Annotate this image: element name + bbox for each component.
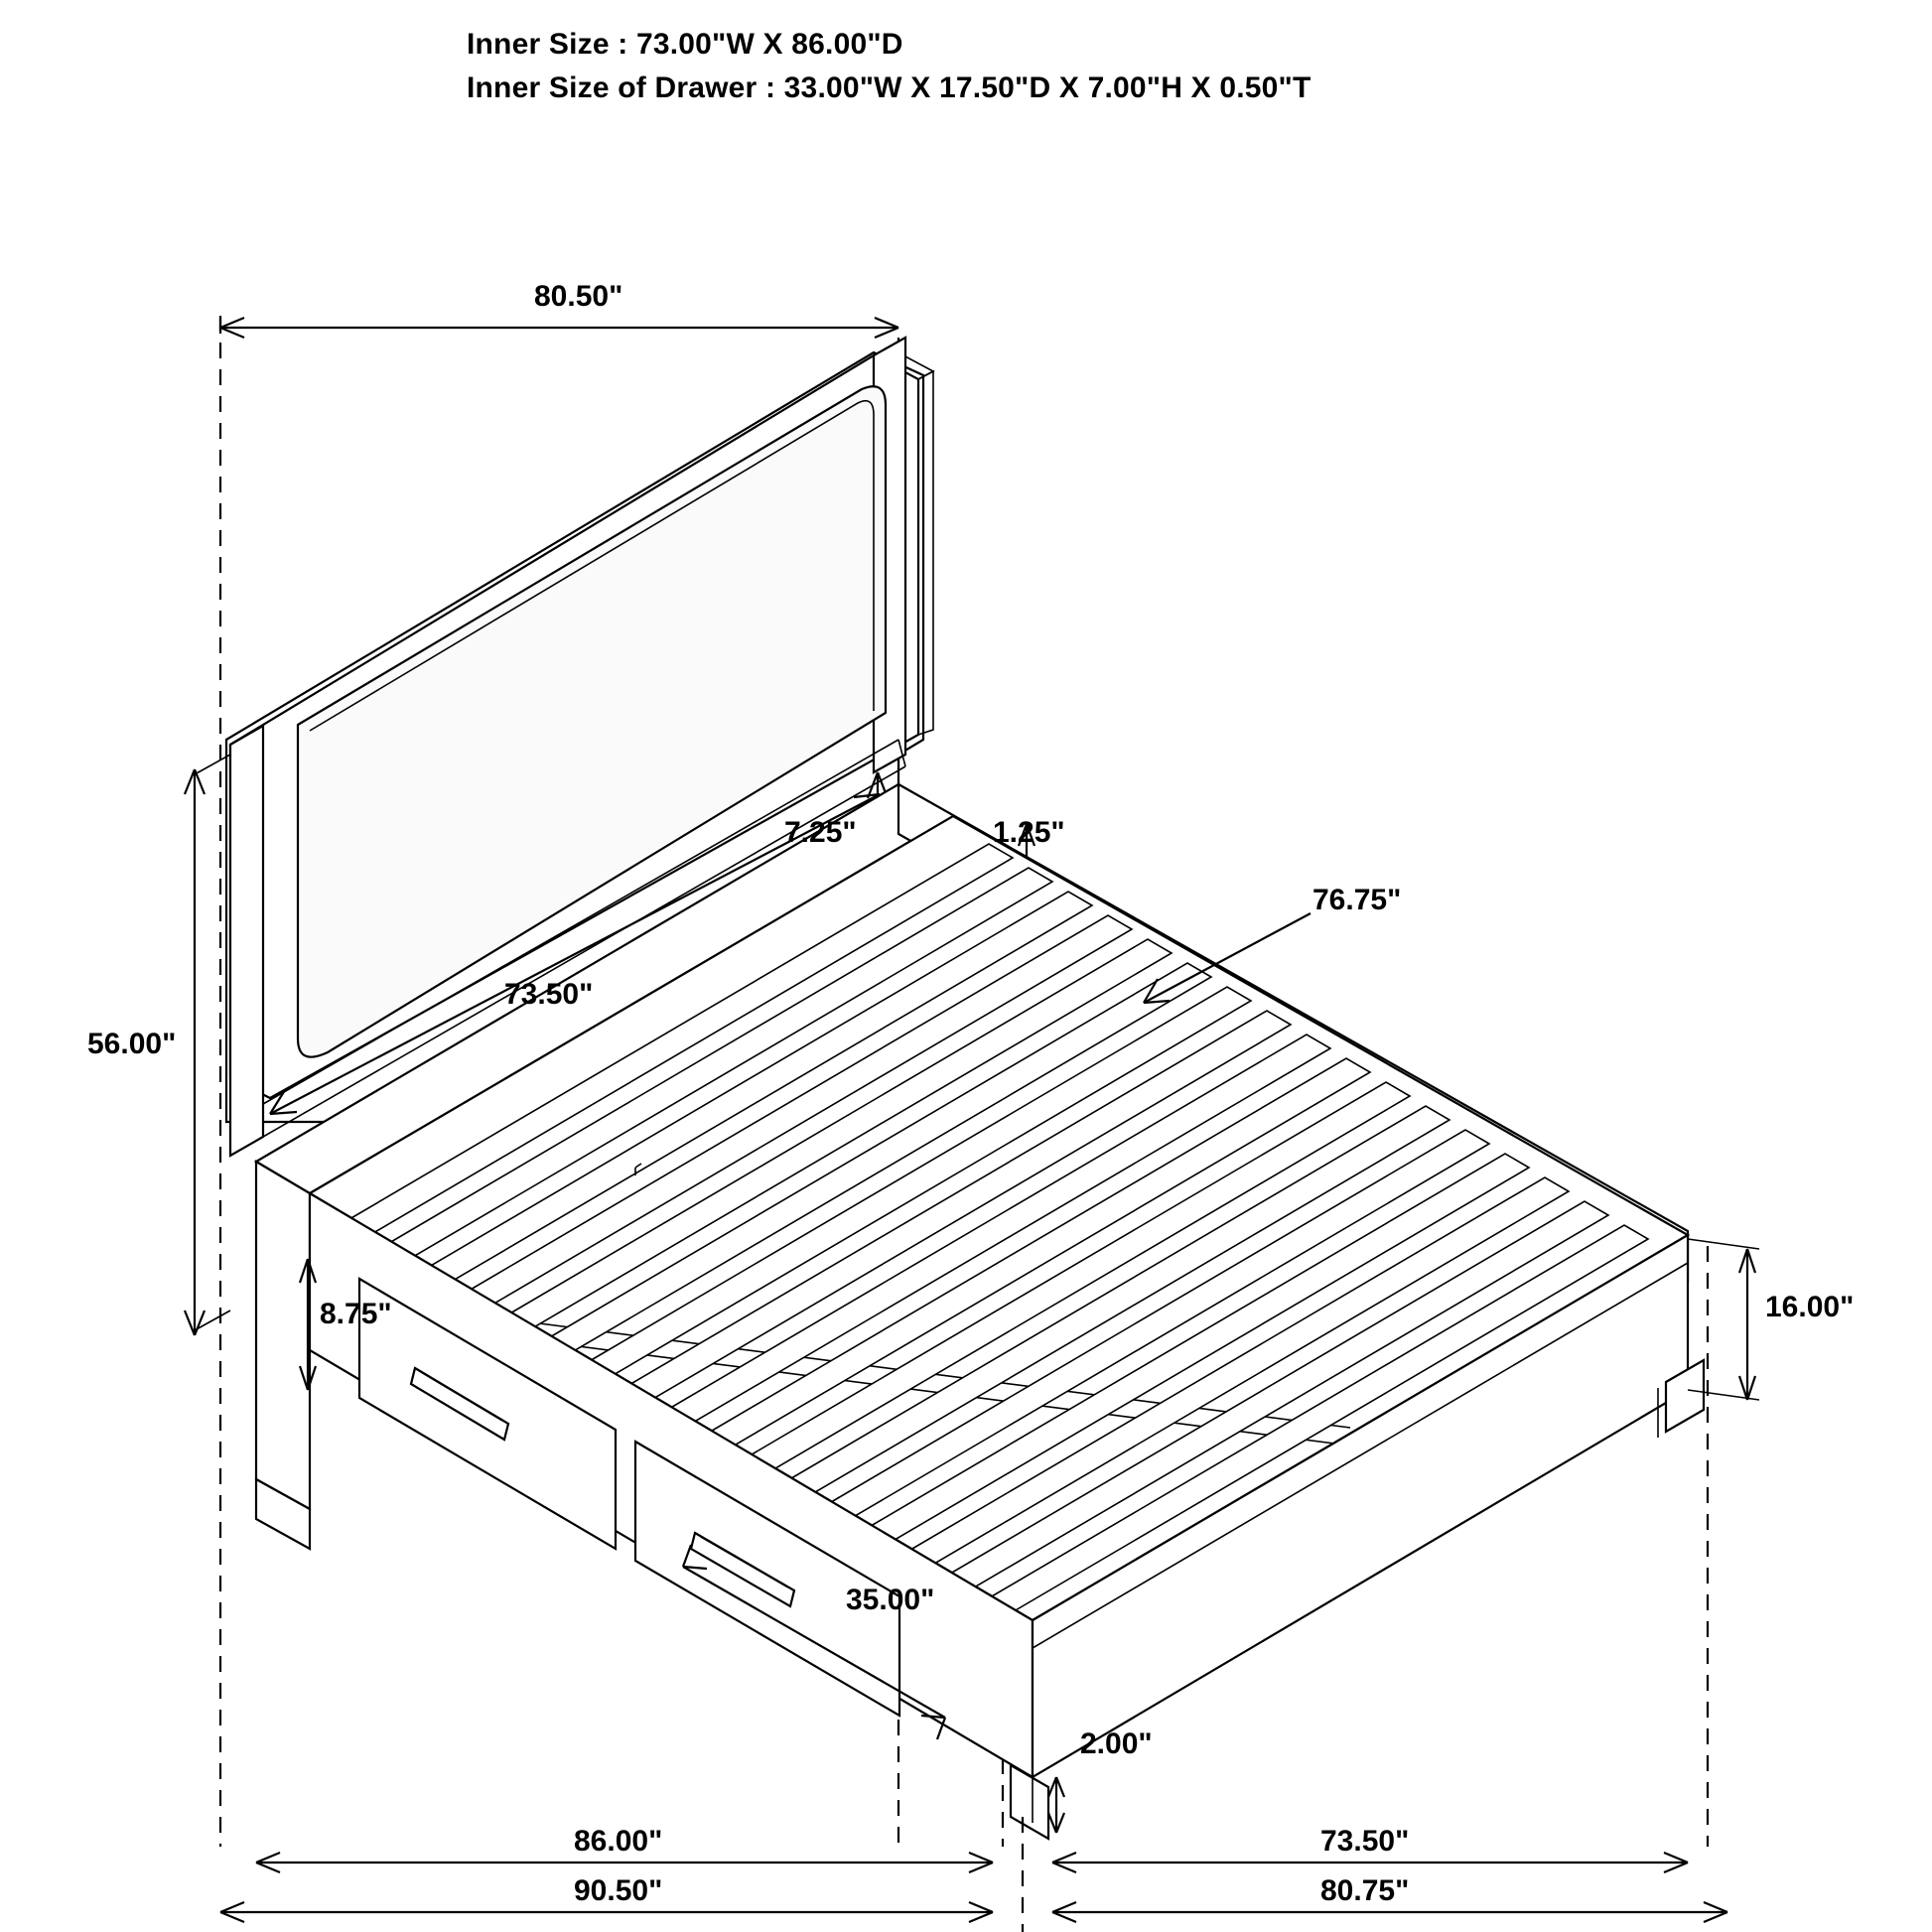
- label-overall-width: 80.75": [1320, 1874, 1410, 1907]
- label-headboard-gap: 7.25": [784, 816, 857, 849]
- label-deck-length: 76.75": [1312, 884, 1402, 916]
- label-frame-length: 86.00": [574, 1825, 663, 1858]
- dim-foot-clearance: [1048, 1777, 1064, 1833]
- label-overall-length: 90.50": [574, 1874, 663, 1907]
- label-foot-width: 73.50": [1320, 1825, 1410, 1858]
- label-headboard-width: 80.50": [534, 280, 623, 313]
- label-rail-thickness: 1.25": [993, 816, 1065, 849]
- label-overall-height: 56.00": [87, 1028, 177, 1060]
- label-drawer-width: 35.00": [846, 1584, 935, 1616]
- label-side-rail-height: 16.00": [1765, 1291, 1855, 1323]
- dim-overall-height: [185, 755, 230, 1335]
- label-drawer-face-height: 8.75": [320, 1298, 392, 1330]
- inner-size-note: Inner Size : 73.00"W X 86.00"D: [467, 28, 903, 61]
- dim-headboard-width: [220, 318, 898, 338]
- label-foot-clearance: 2.00": [1080, 1727, 1153, 1760]
- inner-drawer-size-note: Inner Size of Drawer : 33.00"W X 17.50"D X 7.00"H X 0.50"T: [467, 71, 1311, 104]
- label-deck-width: 73.50": [504, 978, 594, 1011]
